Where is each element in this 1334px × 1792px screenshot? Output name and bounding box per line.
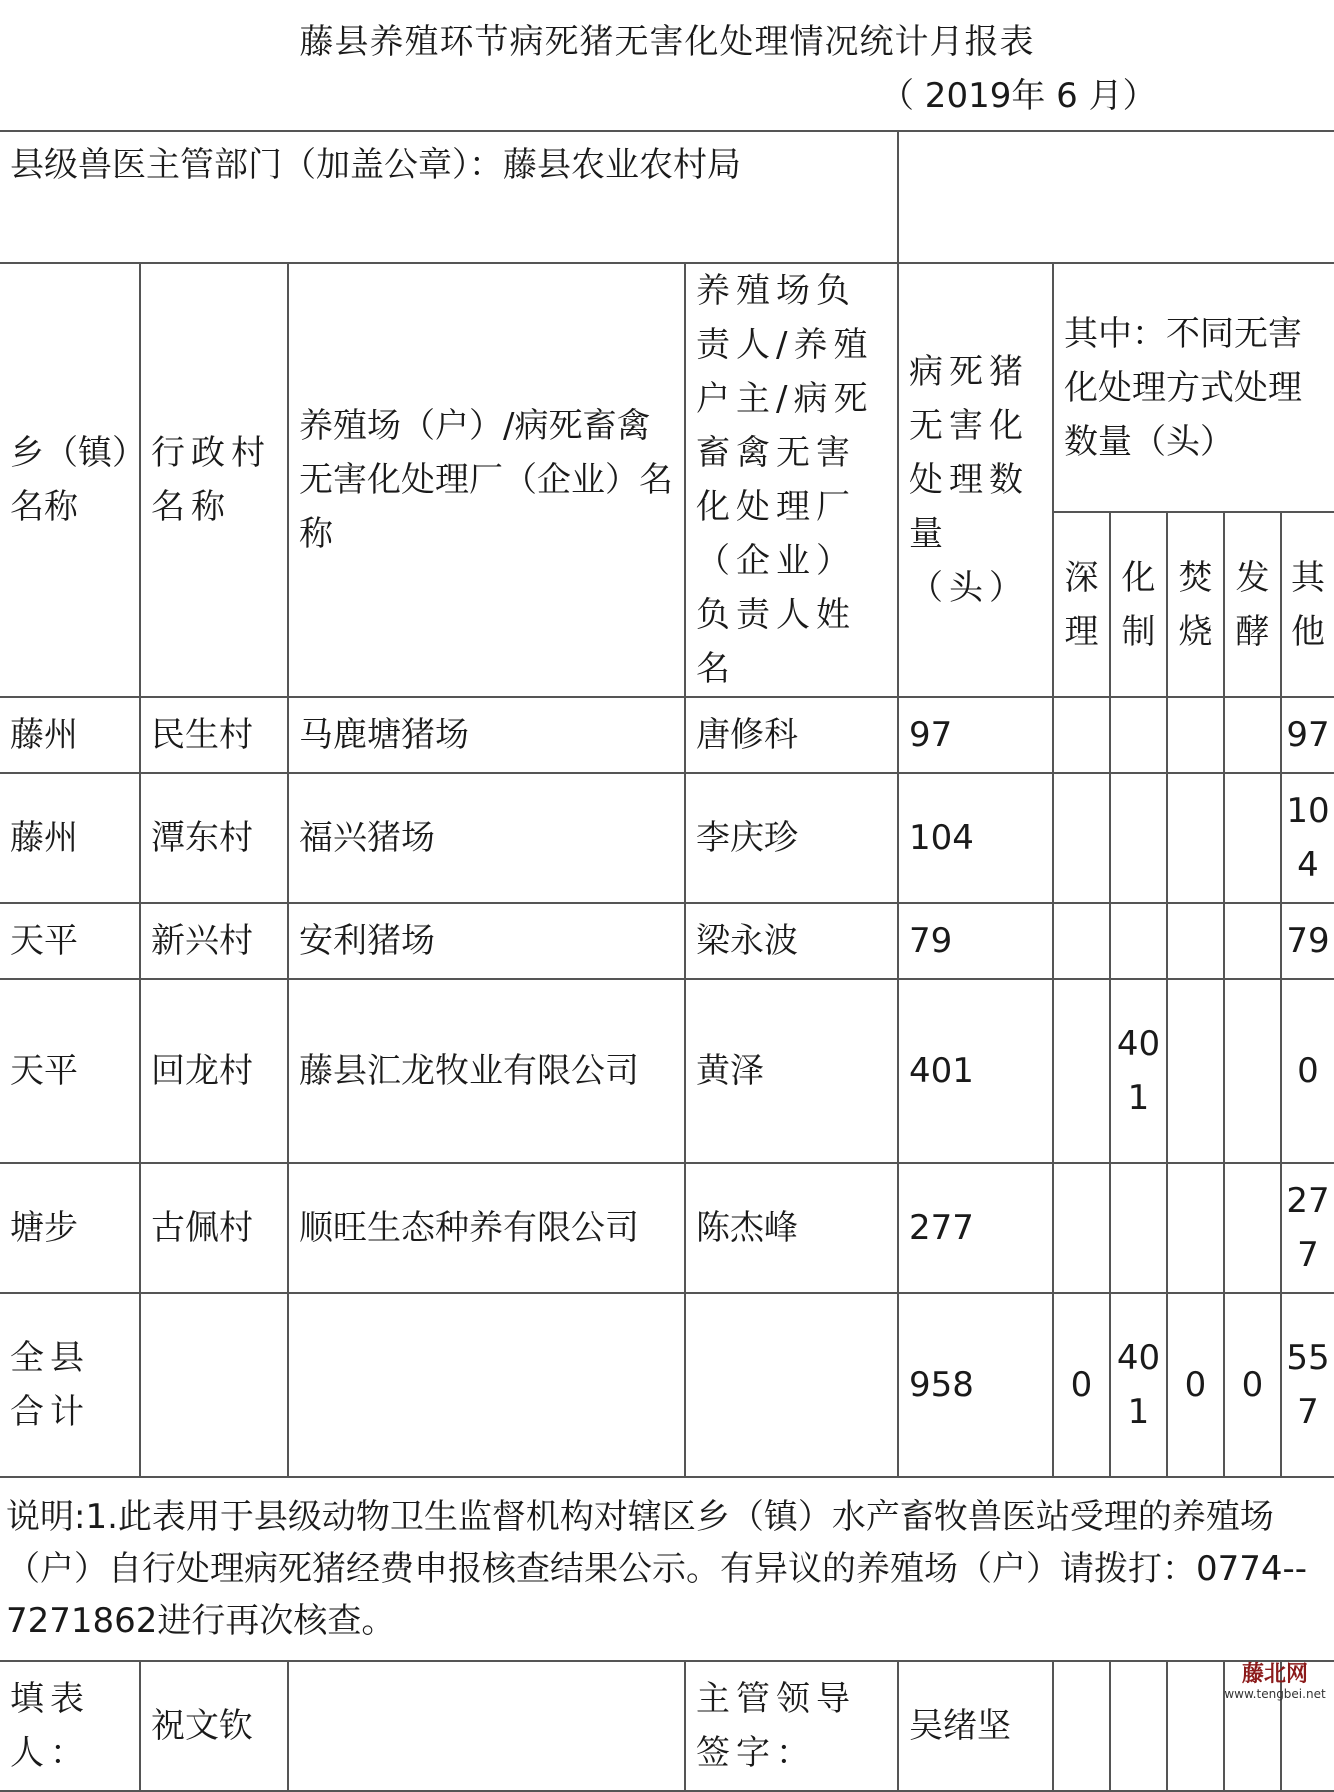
department-row	[0, 131, 1334, 263]
cell-method-fermentation	[1224, 903, 1281, 979]
report-title: 藤县养殖环节病死猪无害化处理情况统计月报表	[299, 22, 1035, 62]
cell-village: 潭东村	[140, 773, 288, 903]
total-method-deep-burial: 0	[1053, 1293, 1110, 1477]
cell-village: 新兴村	[140, 903, 288, 979]
cell-village: 回龙村	[140, 979, 288, 1163]
leader-label: 主管领导签字：	[685, 1661, 898, 1791]
cell-method-incineration	[1167, 697, 1224, 773]
cell-town: 藤州	[0, 697, 140, 773]
header-method-deep-burial: 深理	[1053, 512, 1110, 697]
total-method-rendering: 401	[1110, 1293, 1167, 1477]
cell-method-rendering	[1110, 773, 1167, 903]
total-method-fermentation: 0	[1224, 1293, 1281, 1477]
cell-total: 79	[898, 903, 1053, 979]
cell-method-deep-burial	[1053, 697, 1110, 773]
filler-name: 祝文钦	[140, 1661, 288, 1791]
table-row	[0, 903, 1334, 979]
total-count: 958	[898, 1293, 1053, 1477]
cell-method-incineration	[1167, 1163, 1224, 1293]
cell-total: 104	[898, 773, 1053, 903]
watermark-logo: 藤北网	[1241, 1661, 1308, 1687]
report-month: （ 2019年 6 月）	[880, 76, 1157, 116]
cell-farm: 福兴猪场	[288, 773, 685, 903]
table-row	[0, 979, 1334, 1163]
cell-total: 401	[898, 979, 1053, 1163]
cell-method-fermentation	[1224, 697, 1281, 773]
cell-town: 塘步	[0, 1163, 140, 1293]
cell-method-rendering	[1110, 1163, 1167, 1293]
cell-method-rendering	[1110, 903, 1167, 979]
cell-method-rendering	[1110, 697, 1167, 773]
cell-method-incineration	[1167, 979, 1224, 1163]
watermark-url: www.tengbei.net	[1224, 1687, 1326, 1701]
cell-village: 古佩村	[140, 1163, 288, 1293]
header-owner: 养殖场负责人/养殖户主/病死畜禽无害化处理厂（企业）负责人姓名	[685, 263, 898, 697]
cell-method-rendering: 401	[1110, 979, 1167, 1163]
total-blank-village	[140, 1293, 288, 1477]
cell-method-deep-burial	[1053, 773, 1110, 903]
cell-method-other: 277	[1281, 1163, 1334, 1293]
cell-method-deep-burial	[1053, 903, 1110, 979]
cell-method-other: 0	[1281, 979, 1334, 1163]
cell-farm: 安利猪场	[288, 903, 685, 979]
header-farm: 养殖场（户）/病死畜禽无害化处理厂（企业）名称	[288, 263, 685, 697]
cell-town: 天平	[0, 979, 140, 1163]
footer-blank-2	[1053, 1661, 1110, 1791]
table-row	[0, 697, 1334, 773]
cell-method-incineration	[1167, 903, 1224, 979]
header-row	[0, 263, 1334, 512]
header-total: 病死猪无害化处理数量（头）	[898, 263, 1053, 697]
footer-blank-3	[1110, 1661, 1167, 1791]
cell-owner: 梁永波	[685, 903, 898, 979]
table-row	[0, 773, 1334, 903]
cell-town: 天平	[0, 903, 140, 979]
total-blank-owner	[685, 1293, 898, 1477]
department-blank-cell	[898, 131, 1334, 263]
cell-owner: 唐修科	[685, 697, 898, 773]
footer-row	[0, 1661, 1334, 1791]
total-method-incineration: 0	[1167, 1293, 1224, 1477]
note-text: 说明:1.此表用于县级动物卫生监督机构对辖区乡（镇）水产畜牧兽医站受理的养殖场（户）自行处理病死猪经费申报核查结果公示。有异议的养殖场（户）请拨打：0774--7271862进行再次核查。	[0, 1477, 1334, 1661]
total-row	[0, 1293, 1334, 1477]
cell-method-other: 97	[1281, 697, 1334, 773]
cell-method-fermentation	[1224, 773, 1281, 903]
header-method-other: 其他	[1281, 512, 1334, 697]
header-method-rendering: 化制	[1110, 512, 1167, 697]
cell-owner: 李庆珍	[685, 773, 898, 903]
cell-farm: 顺旺生态种养有限公司	[288, 1163, 685, 1293]
header-village: 行政村名称	[140, 263, 288, 697]
cell-owner: 陈杰峰	[685, 1163, 898, 1293]
total-blank-farm	[288, 1293, 685, 1477]
header-method-incineration: 焚烧	[1167, 512, 1224, 697]
note-row	[0, 1477, 1334, 1661]
report-table	[0, 130, 1334, 1792]
cell-total: 277	[898, 1163, 1053, 1293]
table-row	[0, 1163, 1334, 1293]
cell-owner: 黄泽	[685, 979, 898, 1163]
department-cell: 县级兽医主管部门（加盖公章）：藤县农业农村局	[0, 131, 898, 263]
cell-farm: 马鹿塘猪场	[288, 697, 685, 773]
cell-village: 民生村	[140, 697, 288, 773]
cell-method-deep-burial	[1053, 1163, 1110, 1293]
cell-method-deep-burial	[1053, 979, 1110, 1163]
filler-label: 填表人：	[0, 1661, 140, 1791]
cell-method-fermentation	[1224, 979, 1281, 1163]
leader-name: 吴绪坚	[898, 1661, 1053, 1791]
cell-method-other: 79	[1281, 903, 1334, 979]
header-town: 乡（镇）名称	[0, 263, 140, 697]
cell-method-other: 104	[1281, 773, 1334, 903]
cell-total: 97	[898, 697, 1053, 773]
total-method-other: 557	[1281, 1293, 1334, 1477]
cell-town: 藤州	[0, 773, 140, 903]
total-label: 全县合计	[0, 1293, 140, 1477]
header-methods-group: 其中：不同无害化处理方式处理数量（头）	[1053, 263, 1334, 512]
cell-method-incineration	[1167, 773, 1224, 903]
watermark	[1216, 1662, 1334, 1702]
footer-blank-1	[288, 1661, 685, 1791]
header-method-fermentation: 发酵	[1224, 512, 1281, 697]
cell-method-fermentation	[1224, 1163, 1281, 1293]
cell-farm: 藤县汇龙牧业有限公司	[288, 979, 685, 1163]
